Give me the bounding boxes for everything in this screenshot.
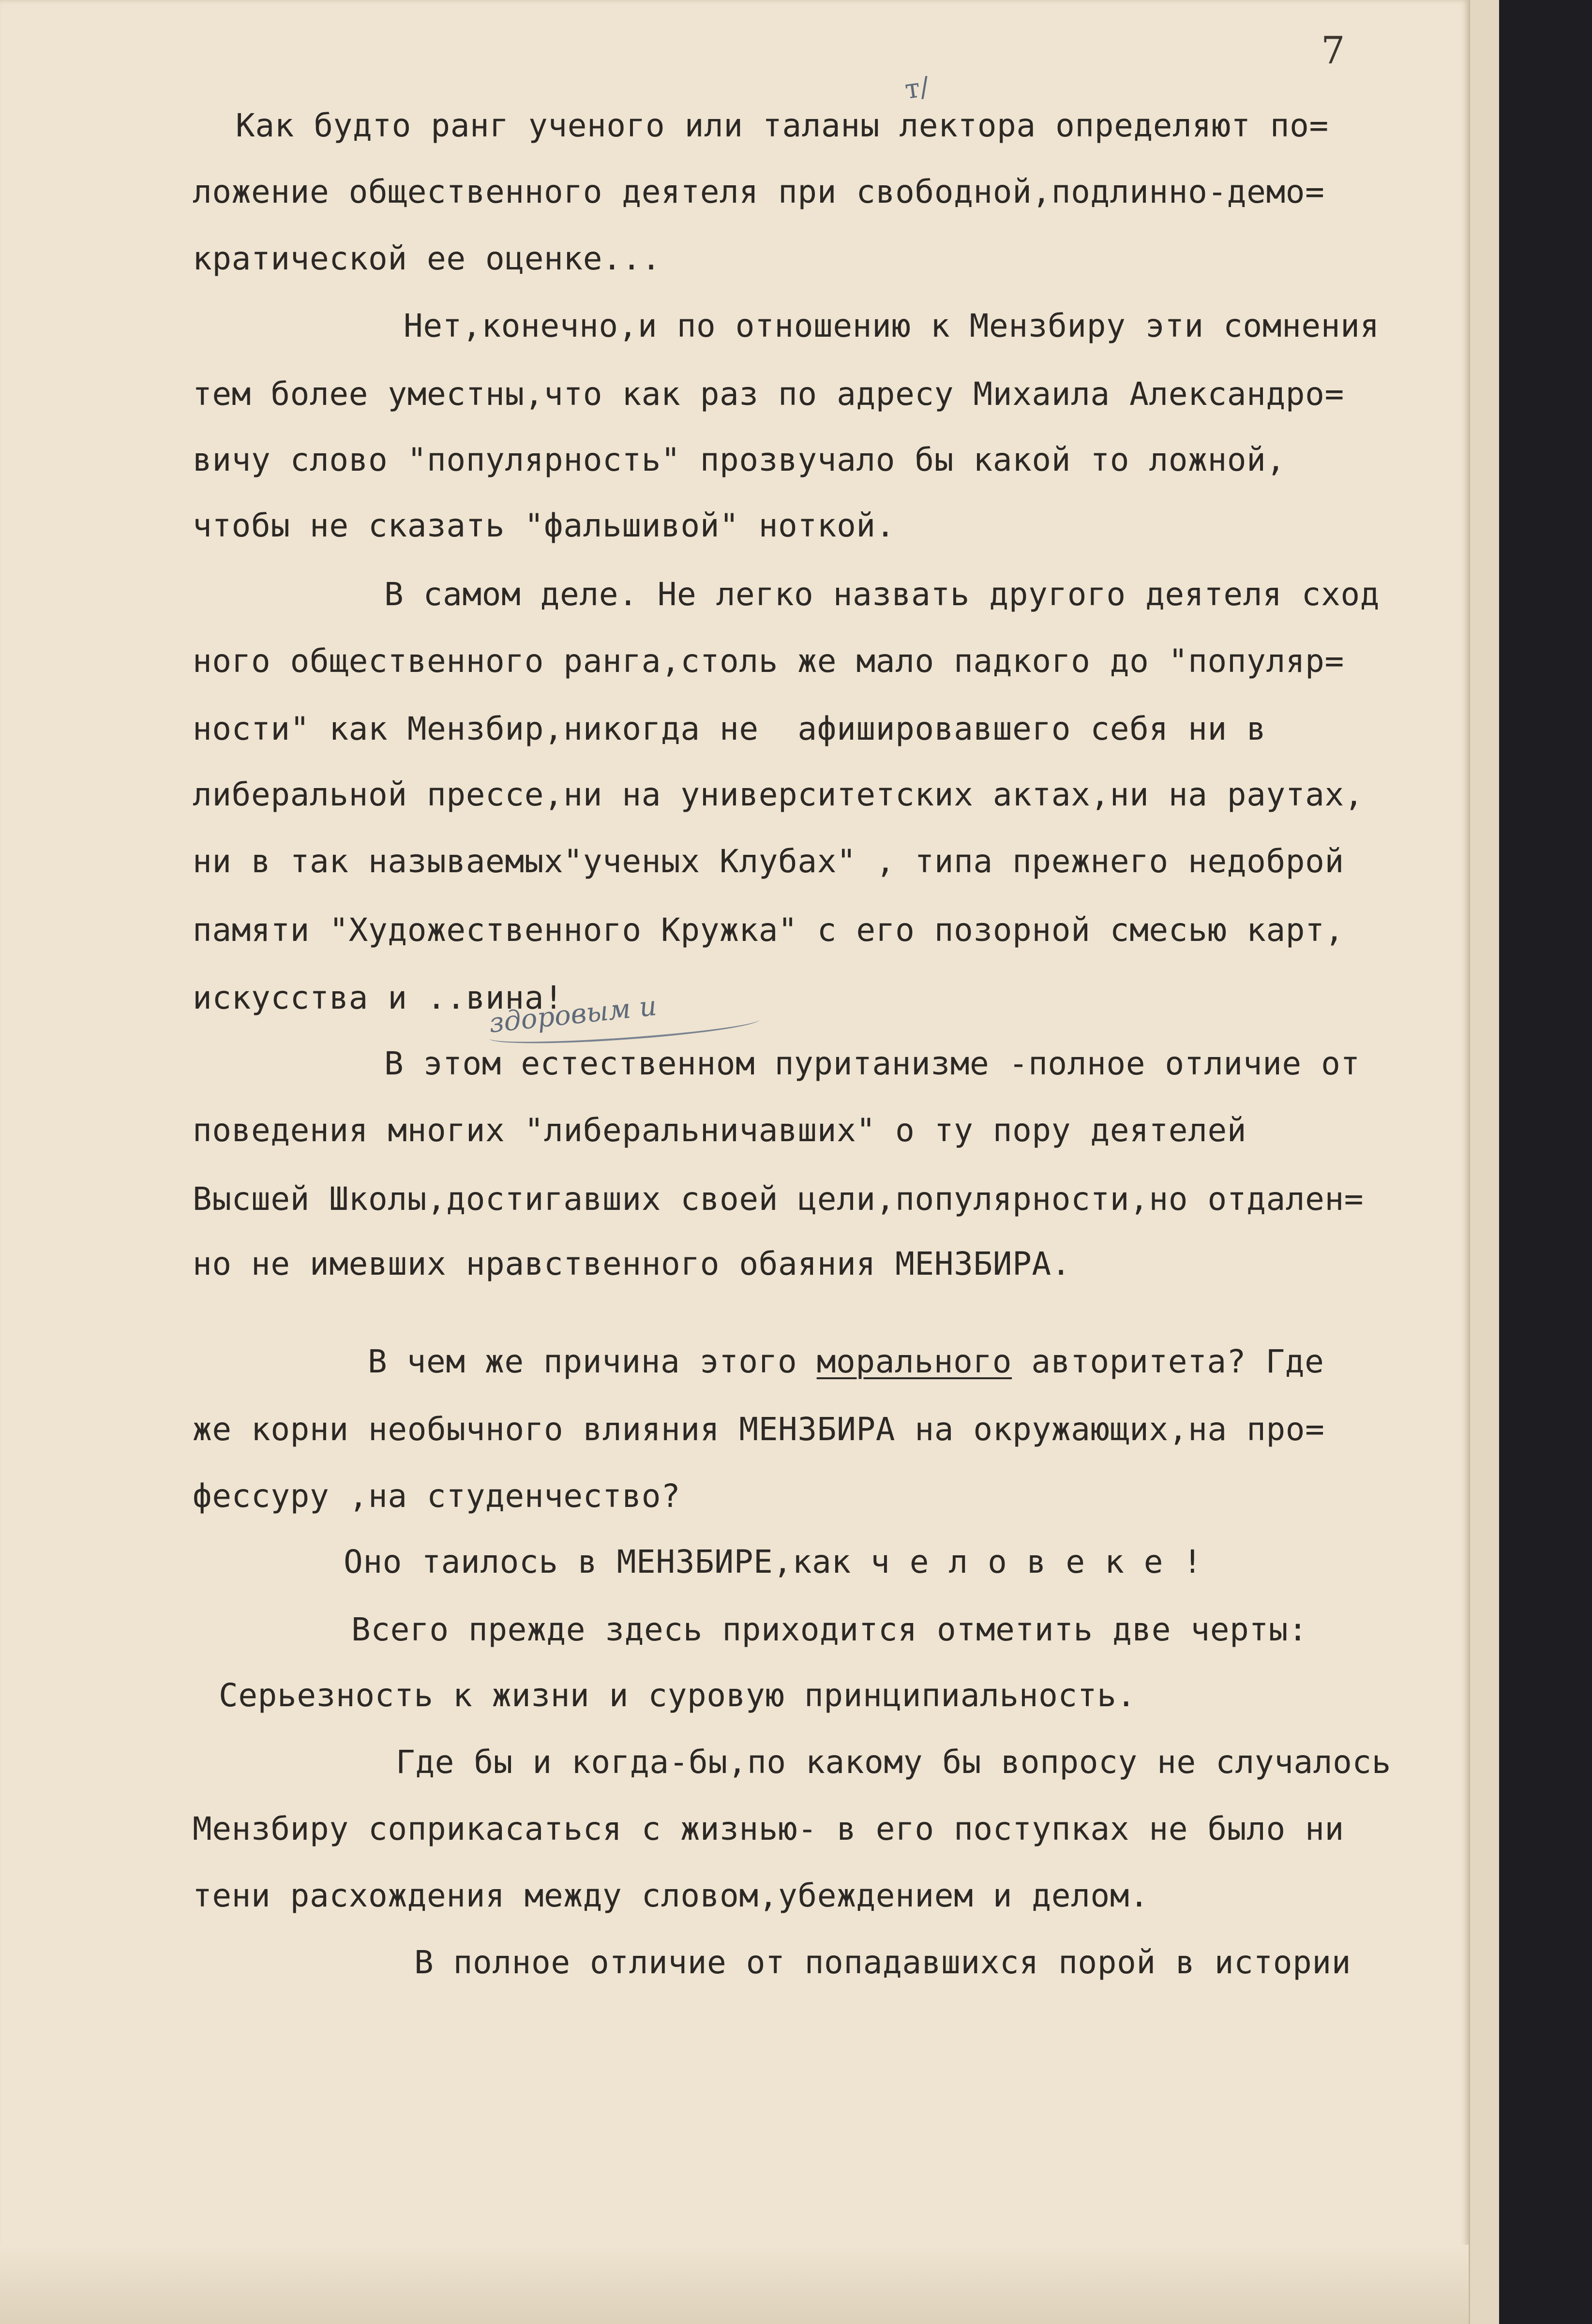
text-line: искусства и ..вина! — [193, 979, 564, 1016]
text-line: Оно таилось в МЕНЗБИРЕ,как ч е л о в е к е ! — [344, 1543, 1202, 1580]
text-line — [368, 1343, 1324, 1380]
text-line: же корни необычного влияния МЕНЗБИРА на окружающих,на про= — [193, 1411, 1325, 1448]
text-line: вичу слово "популярность" прозвучало бы какой то ложной, — [193, 441, 1286, 478]
text-line: В самом деле. Не легко назвать другого деятеля сход — [384, 576, 1380, 613]
underlying-page-edge — [1469, 0, 1499, 2324]
text-line: Нет,конечно,и по отношению к Мензбиру эти сомнения — [404, 307, 1380, 344]
text-line: тем более уместны,что как раз по адресу Михаила Александро= — [193, 375, 1344, 413]
text-line: фессуру ,на студенчество? — [193, 1477, 681, 1515]
text-line: В этом естественном пуританизме -полное отличие от — [384, 1045, 1360, 1082]
text-line: либеральной прессе,ни на университетских актах,ни на раутах, — [193, 776, 1364, 813]
text-line: но не имевших нравственного обаяния МЕНЗБИРА. — [193, 1245, 1071, 1282]
handwritten-insertion: здоровым и — [487, 990, 659, 1039]
text-line: ного общественного ранга,столь же мало падкого до "популяр= — [193, 642, 1344, 680]
text-line: тени расхождения между словом,убеждением и делом. — [193, 1877, 1149, 1914]
text-line: Как будто ранг ученого или таланы лектора определяют по= — [236, 107, 1329, 144]
text-line: памяти "Художественного Кружка" с его позорной смесью карт, — [193, 911, 1344, 949]
underlined-word: морального — [816, 1343, 1012, 1380]
text-segment: В чем же причина этого — [368, 1343, 817, 1380]
text-line: кратической ее оценке... — [193, 240, 661, 277]
text-line: поведения многих "либеральничавших" о ту пору деятелей — [193, 1112, 1247, 1149]
page-bottom-shading — [0, 2245, 1469, 2324]
text-line: Всего прежде здесь приходится отметить две черты: — [351, 1611, 1308, 1648]
text-line: ложение общественного деятеля при свободной,подлинно-демо= — [193, 173, 1325, 210]
text-line: Серьезность к жизни и суровую принципиальность. — [219, 1677, 1136, 1714]
text-line: чтобы не сказать "фальшивой" ноткой. — [193, 507, 896, 544]
handwritten-correction: т/ — [902, 71, 931, 106]
page-number: 7 — [1321, 29, 1345, 73]
text-line: Высшей Школы,достигавших своей цели,популярности,но отдален= — [193, 1180, 1364, 1218]
text-line: Мензбиру соприкасаться с жизнью- в его поступках не было ни — [193, 1810, 1344, 1847]
text-line: Где бы и когда-бы,по какому бы вопросу не случалось — [396, 1743, 1392, 1781]
text-line: ни в так называемых"ученых Клубах" , типа прежнего недоброй — [193, 843, 1344, 880]
text-line: В полное отличие от попадавшихся порой в истории — [414, 1944, 1352, 1981]
text-segment: авторитета? Где — [1012, 1343, 1324, 1380]
text-line: ности" как Мензбир,никогда не афишировавшего себя ни в — [193, 710, 1266, 747]
